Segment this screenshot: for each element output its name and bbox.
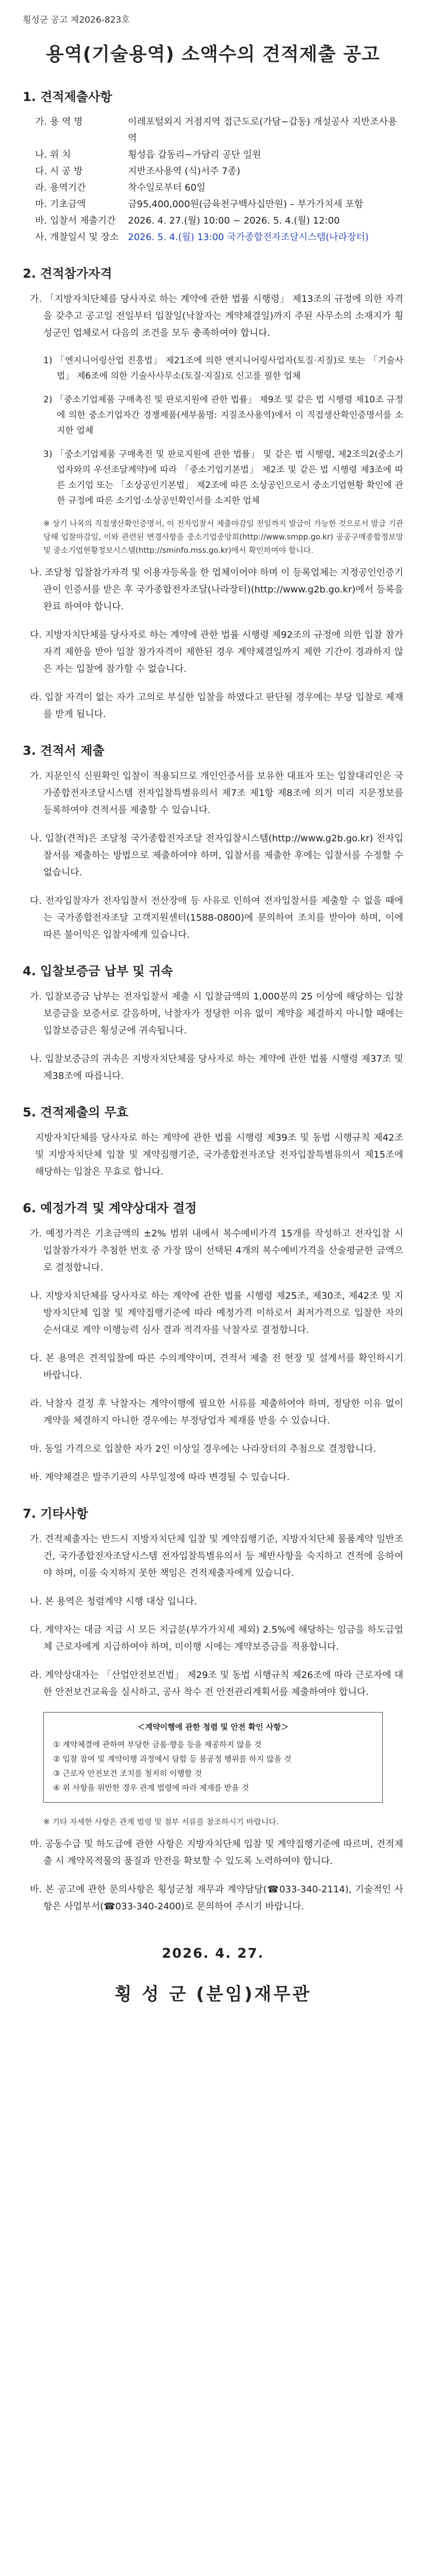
field-label: 나. 위 치 [35, 149, 71, 160]
field-value: 횡성읍 갑동리~가담리 공단 일원 [128, 149, 261, 160]
section-3-para-b: 나. 입찰(견적)은 조달청 국가종합전자조달 전자입찰시스템(http://www.g2b.go.kr) 전자입찰서를 제출하는 방법으로 제출하여야 하며, 입찰서를 제출한 후에는 입찰서를 수정할 수 없습니다. [30, 833, 403, 878]
section-4 [23, 961, 403, 1084]
issuing-organization: 횡 성 군 (분임)재무관 [114, 1984, 312, 2005]
section-6-title: 6. 예정가격 및 계약상대자 결정 [23, 1201, 197, 1215]
section-7-title: 7. 기타사항 [23, 1506, 88, 1521]
section-5-title: 5. 견적제출의 무효 [23, 1105, 128, 1120]
integrity-line: ② 입찰 참여 및 계약이행 과정에서 담합 등 불공정 행위를 하지 않을 것 [53, 1754, 291, 1764]
section-6-para-b: 나. 지방자치단체를 당사자로 하는 계약에 관한 법률 시행령 제25조, 제30조, 제42조 및 지방자치단체 입찰 및 계약집행기준에 따라 예정가격 이하로서 최저가격으로 입찰한 자의 순서대로 계약 이행능력 심사 결과 적격자를 낙찰자로 결정합니다. [30, 1291, 403, 1335]
section-1-fields [23, 114, 403, 246]
section-2-para-d: 라. 입찰 자격이 없는 자가 고의로 부실한 입찰을 하였다고 판단될 경우에는 부당 입찰로 제재를 받게 됩니다. [30, 692, 403, 720]
section-2-sub-1: 1) 「엔지니어링산업 진흥법」 제21조에 의한 엔지니어링사업자(토질·지질)로 또는 「기술사법」 제6조에 의한 기술사사무소(토질·지질)로 신고를 필한 업체 [43, 355, 403, 381]
section-2-para-c: 다. 지방자치단체를 당사자로 하는 계약에 관한 법률 시행령 제92조의 규정에 의한 입찰 참가 자격 제한을 받아 입찰 참가자격이 제한된 경우 계약체결일까지 제한 기간이 경과하지 않은 자는 입찰에 참가할 수 없습니다. [30, 630, 403, 674]
field-row [35, 196, 403, 213]
integrity-box [43, 1712, 383, 1803]
section-6-para-f: 바. 계약체결은 발주기관의 사무일정에 따라 변경될 수 있습니다. [30, 1472, 290, 1483]
integrity-line: ④ 위 사항을 위반한 경우 관계 법령에 따라 제재를 받을 것 [53, 1783, 249, 1792]
section-7 [23, 1503, 403, 1915]
notice-number: 횡성군 공고 제2026-823호 [23, 15, 130, 25]
field-value: 이레포털외지 거점지역 접근도로(가담~갑동) 개설공사 지반조사용역 [128, 116, 397, 144]
field-value: 착수일로부터 60일 [128, 182, 206, 193]
section-5-para: 지방자치단체를 당사자로 하는 계약에 관한 법률 시행령 제39조 및 동법 시행규칙 제42조 및 지방자치단체 입찰 및 계약집행기준, 국가종합전자조달 전자입찰특별유의서 제15조에 해당하는 입찰은 무효로 합니다. [35, 1132, 403, 1177]
field-value: 2026. 5. 4.(월) 13:00 국가종합전자조달시스템(나라장터) [128, 232, 369, 243]
section-5 [23, 1102, 403, 1180]
field-label: 마. 기초금액 [35, 199, 86, 210]
field-value: 2026. 4. 27.(월) 10:00 ~ 2026. 5. 4.(월) 12:00 [128, 215, 340, 226]
integrity-line: ③ 근로자 안전보건 조치를 철저히 이행할 것 [53, 1769, 202, 1778]
section-6-para-d: 라. 낙찰자 결정 후 낙찰자는 계약이행에 필요한 서류를 제출하여야 하며, 정당한 이유 없이 계약을 체결하지 아니한 경우에는 부정당업자 제재를 받을 수 있습니다. [30, 1398, 403, 1426]
field-row [35, 163, 403, 180]
integrity-box-title: ＜계약이행에 관한 청렴 및 안전 확인 사항＞ [137, 1722, 289, 1732]
field-row [35, 180, 403, 196]
integrity-line: ① 계약체결에 관하여 부당한 금품·향응 등을 제공하지 않을 것 [53, 1740, 262, 1749]
section-3-title: 3. 견적서 제출 [23, 743, 105, 758]
section-2 [23, 263, 403, 723]
page-title: 용역(기술용역) 소액수의 견적제출 공고 [46, 44, 380, 65]
section-2-para-a: 가. 「지방자치단체를 당사자로 하는 계약에 관한 법률 시행령」 제13조의 규정에 의한 자격을 갖추고 공고일 전일부터 입찰일(낙찰자는 계약체결일)까지 주된 사무소의 소재지가 횡성군인 업체로서 다음의 조건을 모두 충족하여야 합니다. [30, 294, 403, 338]
section-6-para-e: 마. 동일 가격으로 입찰한 자가 2인 이상일 경우에는 나라장터의 추첨으로 결정합니다. [30, 1444, 376, 1454]
field-value: 금95,400,000원(금육천구백사십만원) – 부가가치세 포함 [128, 199, 364, 210]
field-label: 라. 용역기간 [35, 182, 86, 193]
notice-date: 2026. 4. 27. [161, 1946, 265, 1961]
field-label: 사. 개찰일시 및 장소 [35, 232, 119, 243]
field-row [35, 114, 403, 147]
section-3 [23, 740, 403, 943]
section-2-sub-2: 2) 「중소기업제품 구매촉진 및 판로지원에 관한 법률」 제9조 및 같은 법 시행령 제10조 규정에 의한 중소기업자간 경쟁제품(세부품명: 지질조사용역)에서 이 직접생산확인증명서를 소지한 업체 [43, 395, 403, 436]
section-7-para-e: 마. 공동수급 및 하도급에 관한 사항은 지방자치단체 입찰 및 계약집행기준에 따르며, 견적제출 시 계약목적물의 품질과 안전을 확보할 수 있도록 노력하여야 합니다. [30, 1839, 403, 1867]
section-1 [23, 87, 403, 246]
section-2-para-b: 나. 조달청 입찰참가자격 및 이용자등록을 한 업체이어야 하며 이 등록업체는 지정공인인증기관이 인증서를 받은 후 국가종합전자조달(나라장터)(http://www.g2b.go.kr)에서 등록을 완료 하여야 합니다. [30, 567, 403, 612]
field-row [35, 229, 403, 246]
section-7-para-a: 가. 견적제출자는 반드시 지방자치단체 입찰 및 계약집행기준, 지방자치단체 물품계약 일반조건, 국가종합전자조달시스템 전자입찰특별유의서 등 제반사항을 숙지하고 견적에 응하여야 하며, 이를 숙지하지 못한 책임은 견적제출자에게 있습니다. [30, 1534, 403, 1579]
section-4-title: 4. 입찰보증금 납부 및 귀속 [23, 964, 173, 978]
section-4-para-a: 가. 입찰보증금 납부는 전자입찰서 제출 시 입찰금액의 1,000분의 25 이상에 해당하는 입찰보증금을 보증서로 갈음하며, 낙찰자가 정당한 이유 없이 계약을 체결하지 아니할 때에는 입찰보증금은 횡성군에 귀속됩니다. [30, 991, 403, 1036]
section-7-para-f: 바. 본 공고에 관한 문의사항은 횡성군청 재무과 계약담당(☎033-340-2114), 기술적인 사항은 사업부서(☎033-340-2400)로 문의하여 주시기 바랍니다. [30, 1884, 403, 1912]
field-row [35, 213, 403, 229]
field-label: 바. 입찰서 제출기간 [35, 215, 116, 226]
section-3-para-c: 다. 전자입찰자가 전자입찰서 전산장애 등 사유로 인하여 전자입찰서를 제출할 수 없을 때에는 국가종합전자조달 고객지원센터(1588-0800)에 문의하여 조치를 받아야 하며, 이에 따른 불이익은 입찰자에게 있습니다. [30, 895, 403, 940]
section-6-para-a: 가. 예정가격은 기초금액의 ±2% 범위 내에서 복수예비가격 15개를 작성하고 전자입찰 시 입찰참가자가 추첨한 번호 중 가장 많이 선택된 4개의 복수예비가격을 산술평균한 금액으로 결정합니다. [30, 1228, 403, 1273]
section-2-sub-3: 3) 「중소기업제품 구매촉진 및 판로지원에 관한 법률」 및 같은 법 시행령, 제2조의2(중소기업자와의 우선조달계약)에 따라 「중소기업기본법」 제2조 및 같은 법 시행령 제3조에 따른 소기업 또는 「소상공인기본법」 제2조에 따른 소상공인으로서 중소기업현황 확인에 관한 규정에 따른 소기업·소상공인확인서를 소지한 업체 [43, 449, 403, 506]
section-7-para-b: 나. 본 용역은 청렴계약 시행 대상 입니다. [30, 1596, 197, 1607]
field-label: 다. 시 공 방 [35, 166, 83, 177]
section-6-para-c: 다. 본 용역은 견적입찰에 따른 수의계약이며, 견적서 제출 전 현장 및 설계서를 확인하시기 바랍니다. [30, 1353, 403, 1381]
section-4-para-b: 나. 입찰보증금의 귀속은 지방자치단체를 당사자로 하는 계약에 관한 법률 시행령 제37조 및 제38조에 따릅니다. [30, 1054, 403, 1081]
section-6 [23, 1198, 403, 1486]
section-3-para-a: 가. 지문인식 신원확인 입찰이 적용되므로 개인인증서를 보유한 대표자 또는 입찰대리인은 국가종합전자조달시스템 전자입찰특별유의서 제7조 제1항 제8조에 의거 미리 지문정보를 등록하여야 견적서를 제출할 수 있습니다. [30, 771, 404, 816]
section-7-para-c: 다. 계약자는 대금 지급 시 모든 지급분(부가가치세 제외) 2.5%에 해당하는 임금을 하도급업체 근로자에게 지급하여야 하며, 미이행 시에는 계약보증금을 적용합니다. [30, 1624, 403, 1652]
section-2-title: 2. 견적참가자격 [23, 266, 112, 281]
field-label: 가. 용 역 명 [35, 116, 83, 127]
field-row [35, 147, 403, 163]
section-7-para-d: 라. 계약상대자는 「산업안전보건법」 제29조 및 동법 시행규칙 제26조에 따라 근로자에 대한 안전보건교육을 실시하고, 공사 착수 전 안전관리계획서를 제출하여야 합니다. [30, 1670, 403, 1698]
field-value: 지반조사용역 (식)서주 7종) [128, 166, 240, 177]
section-2-note: ※ 상기 나목의 직접생산확인증명서, 이 전자입찰서 제출마감일 전일까지 발급이 가능한 것으로서 발급 기관 당해 입찰마감일, 이와 관련된 변경사항을 중소기업중앙회(http://www.smpp.go.kr) 공공구매종합정보망 및 중소기업현황정보시스템(http://sminfo.mss.go.kr)에서 확인하여야 합니다. [43, 519, 403, 555]
section-7-note: ※ 기타 자세한 사항은 관계 법령 및 첨부 서류를 참조하시기 바랍니다. [43, 1817, 279, 1826]
section-1-title: 1. 견적제출사항 [23, 90, 112, 104]
